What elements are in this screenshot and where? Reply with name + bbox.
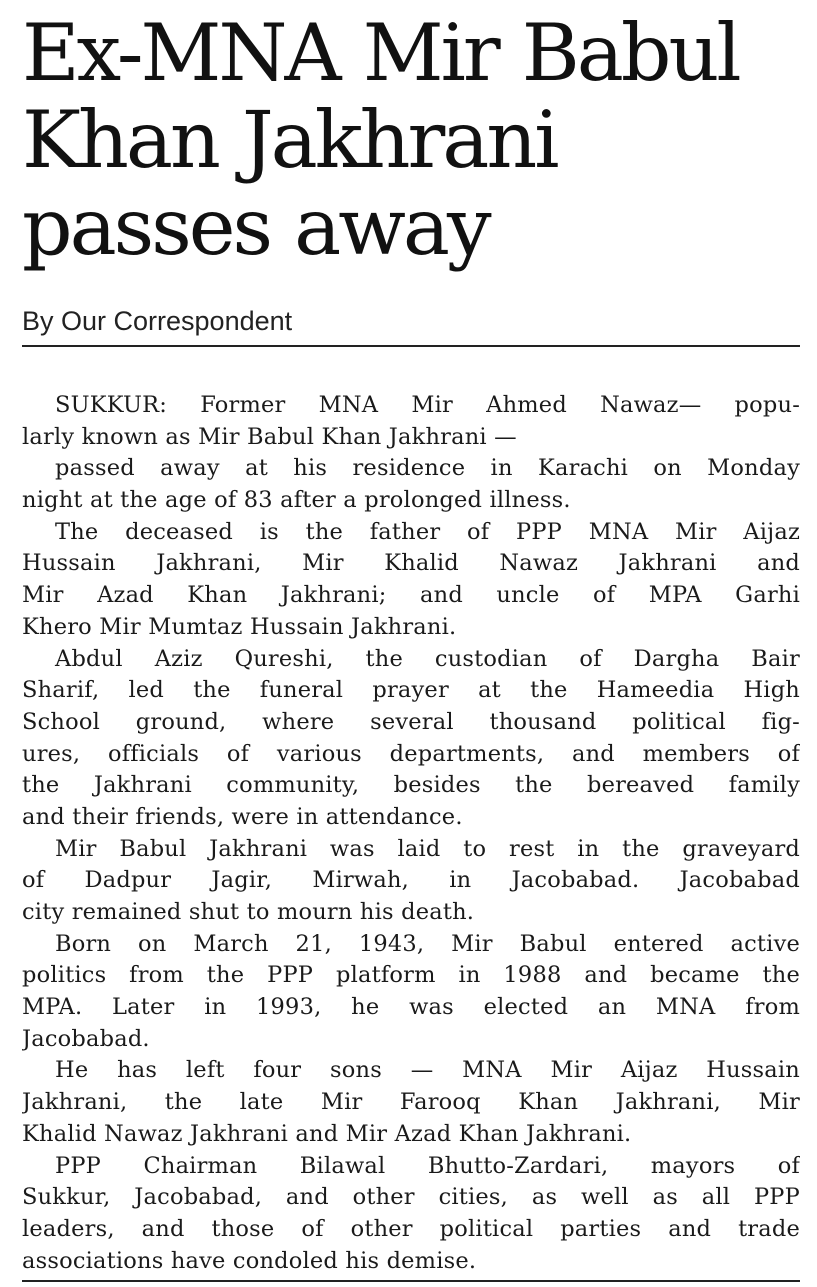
text-line: night at the age of 83 after a prolonged illness. <box>22 487 571 514</box>
paragraph <box>22 1055 800 1150</box>
text-line: Abdul Aziz Qureshi, the custodian of Dargha Bair <box>55 645 800 672</box>
text-line: of Dadpur Jagir, Mirwah, in Jacobabad. Jacobabad <box>22 867 800 894</box>
text-line: Sharif, led the funeral prayer at the Hameedia High <box>22 677 800 704</box>
text-line: Khero Mir Mumtaz Hussain Jakhrani. <box>22 613 457 640</box>
text-line: leaders, and those of other political parties and trade <box>22 1215 800 1242</box>
text-line: associations have condoled his demise. <box>22 1247 477 1274</box>
text-line: Jacobabad. <box>22 1025 150 1052</box>
paragraph <box>22 929 800 1056</box>
text-line: SUKKUR: Former MNA Mir Ahmed Nawaz— popu- <box>55 392 800 418</box>
text-line: Sukkur, Jacobabad, and other cities, as well as all PPP <box>22 1184 800 1211</box>
text-line: PPP Chairman Bilawal Bhutto-Zardari, mayors of <box>55 1152 800 1179</box>
headline-line: passes away <box>22 181 489 273</box>
bottom-divider <box>22 1280 800 1282</box>
news-article <box>22 7 800 1277</box>
article-body <box>22 390 800 1277</box>
paragraph <box>22 517 800 644</box>
text-line: larly known as Mir Babul Khan Jakhrani — <box>22 423 517 450</box>
paragraph <box>22 390 800 517</box>
text-line: politics from the PPP platform in 1988 and became the <box>22 962 800 989</box>
paragraph <box>22 644 800 834</box>
text-line: Mir Azad Khan Jakhrani; and uncle of MPA Garhi <box>22 582 800 609</box>
headline-line: Ex-MNA Mir Babul <box>22 7 739 99</box>
text-line: ures, officials of various departments, and members of <box>22 740 800 767</box>
paragraph <box>22 834 800 929</box>
byline: By Our Correspondent <box>22 305 800 347</box>
text-line: the Jakhrani community, besides the bereaved family <box>22 772 800 799</box>
text-line: city remained shut to mourn his death. <box>22 899 475 925</box>
text-line: and their friends, were in attendance. <box>22 803 463 830</box>
headline-line: Khan Jakhrani <box>22 94 557 186</box>
text-line: School ground, where several thousand political fig- <box>22 708 800 735</box>
text-line: passed away at his residence in Karachi on Monday <box>55 455 800 482</box>
text-line: The deceased is the father of PPP MNA Mir Aijaz <box>55 518 800 545</box>
text-line: Jakhrani, the late Mir Farooq Khan Jakhrani, Mir <box>22 1089 800 1116</box>
text-line: Mir Babul Jakhrani was laid to rest in the graveyard <box>55 835 800 862</box>
text-line: Born on March 21, 1943, Mir Babul entered active <box>55 930 800 957</box>
paragraph <box>22 1151 800 1278</box>
text-line: Khalid Nawaz Jakhrani and Mir Azad Khan Jakhrani. <box>22 1120 632 1147</box>
headline <box>22 7 800 273</box>
text-line: MPA. Later in 1993, he was elected an MNA from <box>22 994 800 1021</box>
text-line: Hussain Jakhrani, Mir Khalid Nawaz Jakhrani and <box>22 550 800 577</box>
text-line: He has left four sons — MNA Mir Aijaz Hussain <box>55 1057 800 1084</box>
